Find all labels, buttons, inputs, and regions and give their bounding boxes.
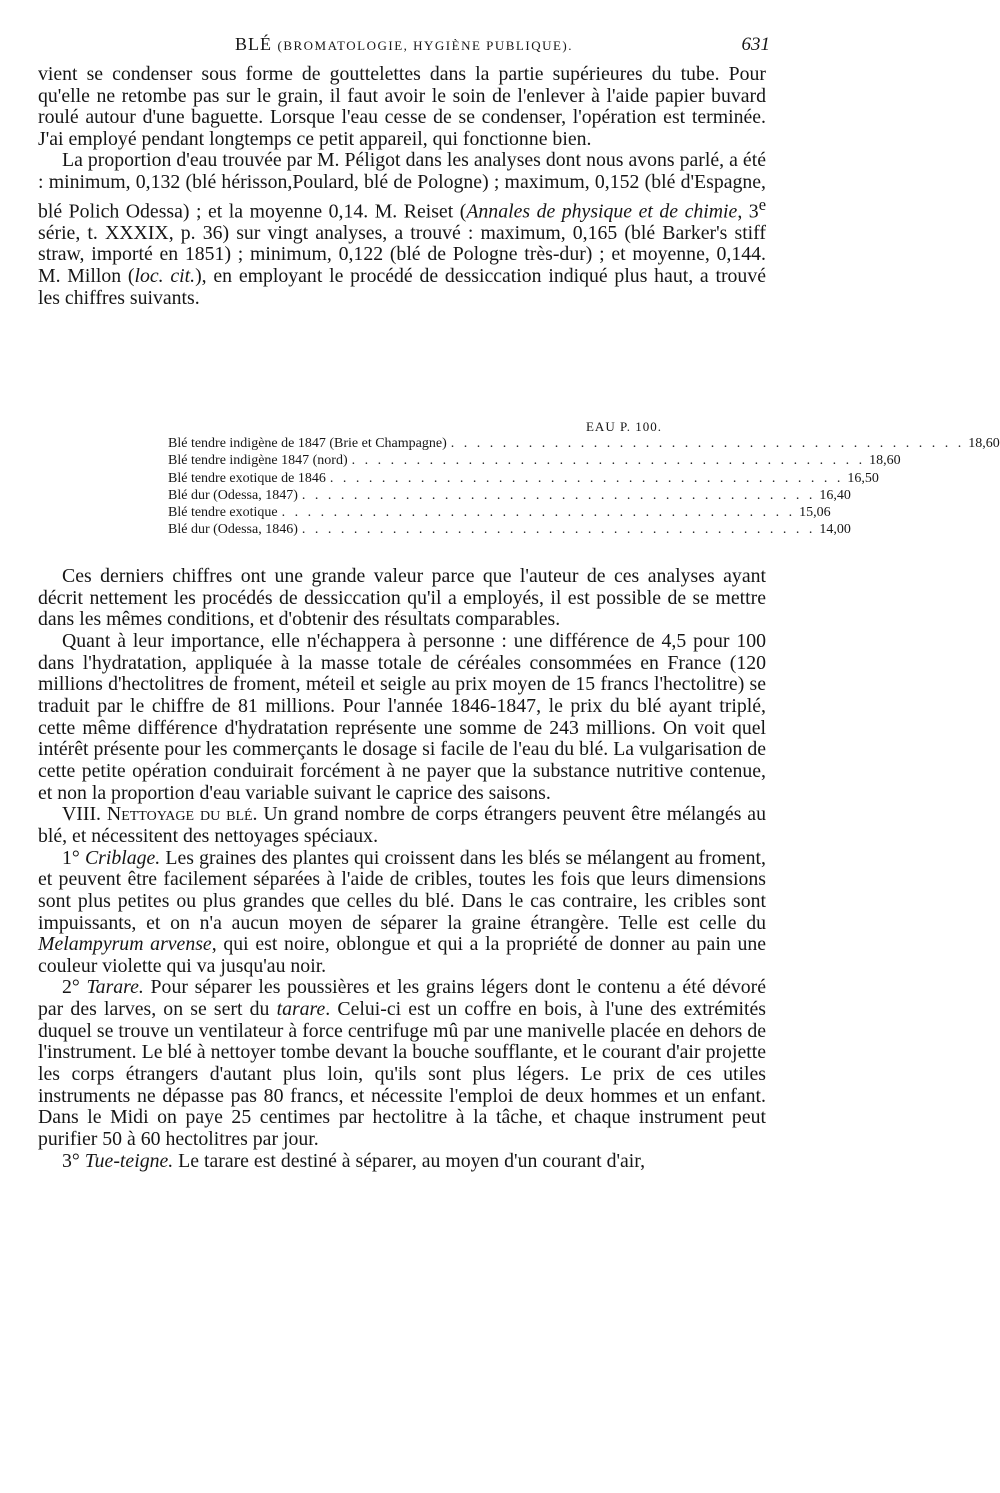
row-label: Blé tendre indigène 1847 (nord) (168, 453, 348, 469)
paragraph-cleaning: VIII. Nettoyage du blé. Un grand nombre de corps étrangers peuvent être mélangés au blé, et nécessitent des nettoyages spéciaux. (38, 803, 766, 847)
row-label: Blé tendre exotique de 1846 (168, 470, 326, 486)
loc-cit: loc. cit. (134, 264, 196, 287)
row-label: Blé dur (Odessa, 1847) (168, 487, 298, 503)
tarare-heading: Tarare. (86, 976, 144, 999)
paragraph-tarare: 2° Tarare. Pour séparer les poussières et les grains légers dont le contenu a été dévoré par des larves, on se sert du tarare. Celui-ci est un coffre en bois, à l'une des extrémités duquel se trouve un ventilateur à force centrifuge mû par une manivelle placée en dehors de l'instrument. Le blé à nettoyer tombe devant la bouche soufflante, et le courant d'air projette les corps étrangers d'autant plus loin, qu'ils sont plus légers. Le prix de ces utiles instruments ne dépasse pas 80 francs, et nécessite l'emploi de deux hommes et un enfant. Dans le Midi on paye 25 centimes par hectolitre à la tâche, et chaque instrument peut purifier 50 à 60 hectolitres par jour. (38, 976, 766, 1151)
leader-dots: . . . . . . . . . . . . . . . . . . . . . . . . . . . . . . . . . . . . . . . . (351, 453, 866, 469)
row-value: 18,60 (869, 453, 901, 469)
page-number: 631 (741, 34, 770, 55)
tue-teigne-heading: Tue-teigne. (84, 1149, 174, 1172)
running-title (38, 34, 770, 55)
table-rows (168, 435, 1000, 538)
species-name: Melampyrum arvense (38, 933, 212, 956)
paragraph-water-proportion: La proportion d'eau trouvée par M. Péligot dans les analyses dont nous avons parlé, a été : minimum, 0,132 (blé hérisson,Poulard, blé de Pologne) ; maximum, 0,152 (blé d'Espagne, blé Polich Odessa) ; et la moyenne 0,14. M. Reiset (Annales de physique et de chimie, 3e série, t. XXXIX, p. 36) sur vingt analyses, a trouvé : maximum, 0,165 (blé Barker's stiff straw, importé en 1851) ; minimum, 0,122 (blé de Pologne très-dur) ; et moyenne, 0,144. M. Millon (loc. cit.), en employant le procédé de dessiccation indiqué plus haut, a trouvé les chiffres suivants. (38, 149, 767, 309)
row-value: 16,50 (847, 470, 879, 486)
title-sub: (BROMATOLOGIE, HYGIÈNE PUBLIQUE). (277, 38, 574, 53)
table-row (168, 504, 831, 521)
table-row (168, 521, 851, 538)
leader-dots: . . . . . . . . . . . . . . . . . . . . . . . . . . . . . . . . . . . . . . . . (281, 505, 796, 521)
row-value: 18,60 (968, 436, 1000, 452)
row-label: Blé dur (Odessa, 1846) (168, 522, 298, 538)
paragraph-criblage: 1° Criblage. Les graines des plantes qui croissent dans les blés se mélangent au froment, et peuvent être facilement séparées à l'aide de cribles, toutes les fois que leurs dimensions sont plus petites ou plus grandes que celles du blé. Dans le cas contraire, les cribles sont impuissants, et on n'a aucun moyen de séparer la graine étrangère. Telle est celle du Melampyrum arvense, qui est noire, oblongue et qui a la propriété de donner au pain une couleur violette qui va jusqu'au noir. (38, 846, 767, 977)
leader-dots: . . . . . . . . . . . . . . . . . . . . . . . . . . . . . . . . . . . . . . . . (450, 436, 965, 452)
row-label: Blé tendre indigène de 1847 (Brie et Champagne) (168, 436, 447, 452)
journal-title: Annales de physique et de chimie (466, 200, 738, 223)
leader-dots: . . . . . . . . . . . . . . . . . . . . . . . . . . . . . . . . . . . . . . . . (301, 522, 816, 538)
row-value: 15,06 (799, 505, 831, 521)
criblage-heading: Criblage. (84, 846, 161, 869)
lower-body (38, 566, 766, 1172)
paragraph-importance: Quant à leur importance, elle n'échappera à personne : une différence de 4,5 pour 100 dans l'hydratation, appliquée à la masse totale de céréales consommées en France (120 millions d'hectolitres de froment, méteil et seigle au prix moyen de 15 francs l'hectolitre) se traduit par le chiffre de 81 millions. Pour l'année 1846-1847, le prix du blé ayant triplé, cette même différence d'hydratation représente une somme de 243 millions. On voit quel intérêt présente pour les commerçants le dosage si facile de l'eau du blé. La vulgarisation de cette petite opération conduirait forcément à ne payer que la substance nutritive contenue, et non la proportion d'eau variable suivant le caprice des saisons. (38, 629, 766, 804)
leader-dots: . . . . . . . . . . . . . . . . . . . . . . . . . . . . . . . . . . . . . . . . (329, 470, 844, 486)
paragraph-comparable-results: Ces derniers chiffres ont une grande valeur parce que l'auteur de ces analyses ayant décrit nettement les procédés de dessiccation qu'il a employés, il est possible de se mettre dans les mêmes conditions, et d'obtenir des résultats comparables. (38, 565, 766, 631)
table-row (168, 487, 851, 504)
upper-body (38, 64, 766, 309)
row-value: 16,40 (819, 487, 851, 503)
row-value: 14,00 (819, 522, 851, 538)
row-label: Blé tendre exotique (168, 505, 278, 521)
water-table (168, 418, 1000, 538)
running-header (38, 34, 770, 60)
table-row (168, 452, 901, 469)
paragraph-drying-method: vient se condenser sous forme de gouttelettes dans la partie supérieures du tube. Pour qu'elle ne retombe pas sur le grain, il faut avoir le soin de l'enlever à l'aide papier buvard roulé autour d'une baguette. Lorsque l'eau cesse de se condenser, l'opération est terminée. J'ai employé pendant longtemps ce petit appareil, qui fonctionne bien. (38, 63, 766, 150)
leader-dots: . . . . . . . . . . . . . . . . . . . . . . . . . . . . . . . . . . . . . . . . (301, 487, 816, 503)
table-row (168, 435, 1000, 452)
paragraph-tue-teigne: 3° Tue-teigne. Le tarare est destiné à séparer, au moyen d'un courant d'air, (62, 1149, 646, 1172)
title-main: BLÉ (234, 34, 272, 54)
table-header: EAU P. 100. (585, 419, 662, 434)
section-heading: Nettoyage du blé. (106, 803, 258, 826)
tarare-term: tarare (276, 998, 326, 1021)
table-row (168, 470, 879, 487)
